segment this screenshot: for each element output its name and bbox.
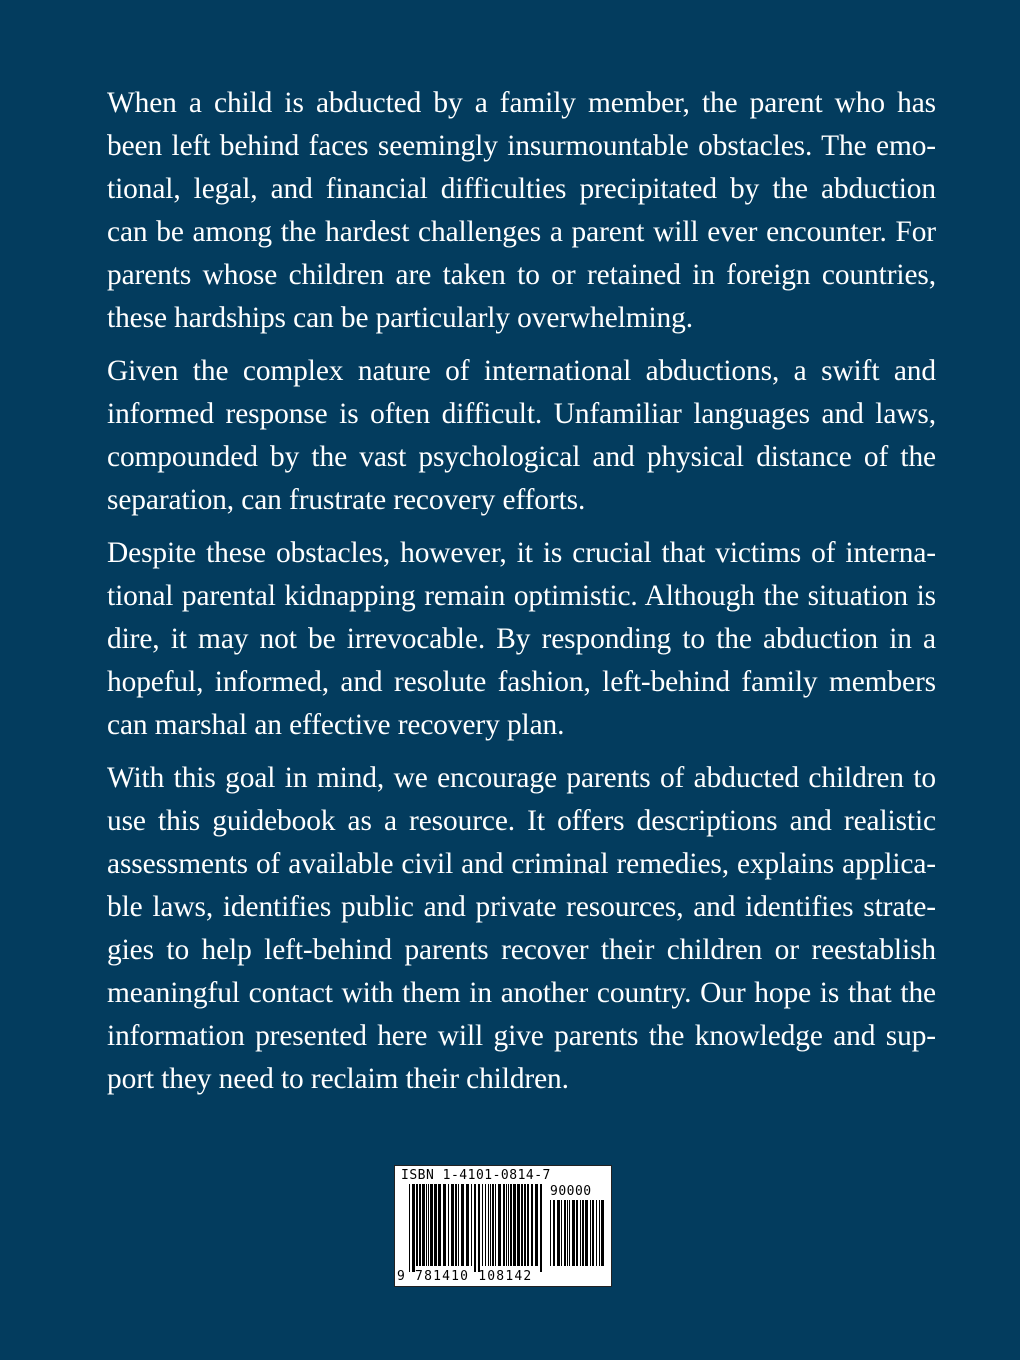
barcode-bar [531,1184,533,1266]
barcode-bar [461,1184,464,1266]
text-line: compounded by the vast psychological and physical distance of the [107,441,936,473]
text-line: separation, can frustrate recovery efforts. [107,484,586,516]
text-line: gies to help left-behind parents recover their children or reestablish [107,934,936,966]
barcode-bar [572,1200,575,1266]
barcode-bar [416,1184,418,1266]
barcode-bar [478,1184,480,1272]
barcode-bar [451,1184,454,1266]
barcode-bar [513,1184,516,1266]
barcode-bar [466,1184,469,1266]
barcode-bar [495,1184,496,1266]
text-line: tional parental kidnapping remain optimistic. Although the situation is [107,580,936,612]
barcode-bar [506,1184,507,1266]
text-line: can be among the hardest challenges a parent will ever encounter. For [107,216,936,248]
price-code: 90000 [550,1184,592,1199]
blurb-text [86,82,936,1111]
barcode-bar [527,1184,529,1266]
barcode-bar [434,1184,437,1266]
text-line: When a child is abducted by a family member, the parent who has [107,87,936,119]
barcode-bar [498,1184,501,1266]
addon-barcode-bars [550,1200,606,1272]
text-line: port they need to reclaim their children. [107,1063,569,1095]
barcode-bar [596,1200,597,1266]
barcode-bar [580,1200,581,1266]
barcode-bar [601,1200,604,1266]
barcode-bar [422,1184,425,1266]
barcode-bar [569,1200,570,1266]
blurb-paragraph-2 [86,350,936,522]
ean-digits: 9 781410 108142 [397,1269,533,1284]
barcode-bar [412,1184,415,1272]
barcode-bar [540,1184,542,1272]
barcode-bar [485,1184,486,1266]
barcode-bar [535,1184,538,1266]
ean-barcode-bars [409,1184,543,1272]
barcode-bar [471,1184,472,1266]
text-line: hopeful, informed, and resolute fashion, left-behind family members [107,666,936,698]
text-line: informed response is often difficult. Unfamiliar languages and laws, [107,398,936,430]
barcode-bar [428,1184,429,1266]
barcode-bar [524,1184,526,1266]
barcode-bar [510,1184,512,1266]
barcode-bar [419,1184,421,1266]
text-line: meaningful contact with them in another country. Our hope is that the [107,977,936,1009]
text-line: With this goal in mind, we encourage parents of abducted children to [107,762,936,794]
barcode-bar [458,1184,459,1266]
barcode-bar [567,1200,568,1266]
blurb-paragraph-1 [86,82,936,340]
barcode-bar [426,1184,427,1266]
text-line: Given the complex nature of international abductions, a swift and [107,355,936,387]
barcode-bar [438,1184,441,1266]
text-line: can marshal an effective recovery plan. [107,709,565,741]
barcode-bar [550,1200,551,1266]
barcode-bar [517,1184,520,1266]
blurb-paragraph-4 [86,757,936,1101]
barcode-bar [455,1184,457,1266]
barcode-bar [557,1200,560,1266]
barcode-bar [503,1184,505,1266]
barcode-bar [430,1184,433,1266]
barcode-bar [592,1200,594,1266]
isbn-label: ISBN 1-4101-0814-7 [401,1168,551,1183]
barcode-bar [553,1200,555,1266]
barcode-bar [564,1200,566,1266]
isbn-barcode [394,1165,612,1287]
barcode-bar [590,1200,591,1266]
barcode-bar [582,1200,584,1266]
barcode-bar [521,1184,523,1266]
barcode-bar [409,1184,410,1272]
text-line: assessments of available civil and criminal remedies, explains applica- [107,848,936,880]
barcode-bar [508,1184,509,1266]
text-line: information presented here will give parents the knowledge and sup- [107,1020,936,1052]
barcode-bar [599,1200,600,1266]
text-line: ble laws, identifies public and private resources, and identifies strate- [107,891,936,923]
text-line: dire, it may not be irrevocable. By responding to the abduction in a [107,623,936,655]
barcode-bar [585,1200,588,1266]
barcode-bar [474,1184,476,1272]
barcode-bar [443,1184,446,1266]
text-line: use this guidebook as a resource. It offers descriptions and realistic [107,805,936,837]
text-line: tional, legal, and financial difficulties precipitated by the abduction [107,173,936,205]
text-line: Despite these obstacles, however, it is crucial that victims of interna- [107,537,936,569]
text-line: been left behind faces seemingly insurmountable obstacles. The emo- [107,130,936,162]
barcode-bar [448,1184,449,1266]
barcode-bar [576,1200,578,1266]
text-line: parents whose children are taken to or retained in foreign countries, [107,259,936,291]
barcode-bar [561,1200,562,1266]
blurb-paragraph-3 [86,532,936,747]
barcode-bar [492,1184,494,1266]
barcode-bar [482,1184,483,1266]
barcode-bar [490,1184,491,1266]
barcode-bar [488,1184,489,1266]
text-line: these hardships can be particularly overwhelming. [107,302,693,334]
